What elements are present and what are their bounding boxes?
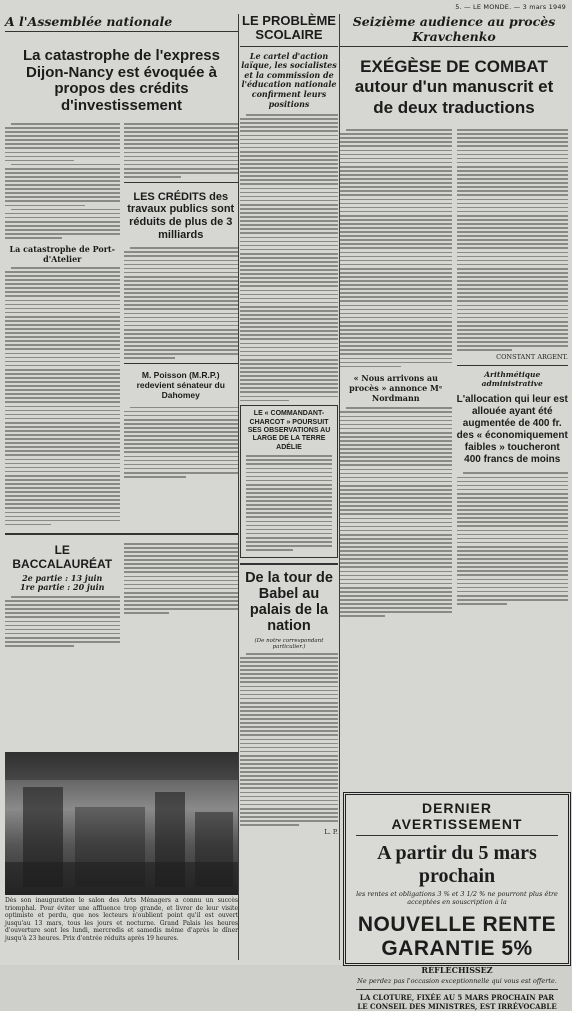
bac-date-1: 1re partie : 20 juin [20,582,105,593]
column-rule [238,14,239,960]
ad-occasion: Ne perdez pas l'occasion exceptionnelle qui vous est offerte. [357,976,557,985]
subhead-arithmetique: Arithmétique administrative [481,370,543,389]
headline-credits: LES CRÉDITS des travaux publics sont réduits de plus de 3 milliards [127,190,235,241]
signature-lp: L. P. [324,828,338,837]
headline-babel: De la tour de Babel au palais de la nation [245,570,333,634]
ad-reflechissez: RÉFLÉCHISSEZ [421,964,493,975]
ad-date-line: A partir du 5 mars prochain [377,842,537,887]
bac-date-2: 2e partie : 13 juin [22,572,103,583]
headline-catastrophe: La catastrophe de l'express Dijon-Nancy est évoquée à propos des crédits d'investissement [23,47,220,114]
ad-conditions: les rentes et obligations 3 % et 3 1/2 % ne pourront plus être acceptées en souscription à la [356,890,558,907]
column-left [5,14,238,649]
headline-baccalaureat: LE BACCALAURÉAT [12,542,113,571]
arts-menagers-photo [5,752,238,895]
column-middle [240,14,338,836]
ad-cloture: LA CLOTURE, FIXÉE AU 5 MARS PROCHAIN PAR LE CONSEIL DES MINISTRES, EST IRRÉVOCABLE [356,989,558,1011]
byline-argent: CONSTANT ARGENT. [496,353,568,362]
rente-advertisement [343,792,571,1011]
article-body-two-col [5,120,238,528]
rubric-assemblee: A l'Assemblée nationale [5,14,238,32]
column-right [340,14,568,619]
rubric-kravchenko: Seizième audience au procès Kravchenko [340,14,568,47]
box-commandant-charcot [240,405,338,558]
headline-allocation: L'allocation qui leur est allouée ayant été augmentée de 400 fr. des « économiquement faibles » toucheront 400 francs de moins [456,394,568,466]
headline-probleme-scolaire: LE PROBLÈME SCOLAIRE [240,14,338,47]
page-folio: 5. — LE MONDE. — 3 mars 1949 [455,3,566,11]
photo-caption: Dès son inauguration le salon des Arts Ménagers a connu un succès triomphal. Pour éviter une affluence trop grande, et livrer de leur visite optimiste et perdu, que nos lecteurs n'oublient point qu'il est ouvert jusqu'au 13 mars, tous les jours et nocturne. Grand Palais les heures d'ouverture sont les lundi, mercredis et samedis même d'après le dîner jusqu'à 23 heures. Prix d'entrée réduits après 19 heures. [5,897,238,942]
ad-dernier-avertissement: DERNIER AVERTISSEMENT [356,800,558,836]
subhead-port-atelier: La catastrophe de Port-d'Atelier [9,243,115,264]
headline-commandant-charcot: LE « COMMANDANT-CHARCOT » POURSUIT SES OBSERVATIONS AU LARGE DE LA TERRE ADÉLIE [247,410,331,451]
headline-exegese: EXÉGÈSE DE COMBAT autour d'un manuscrit et de deux traductions [354,57,554,117]
text-block [5,123,120,239]
babel-byline: (De notre correspondant particulier.) [254,637,324,650]
deck-laique: Le cartel d'action laïque, les socialistes et la commission de l'éducation nationale confirment leurs positions [241,50,337,109]
headline-poisson: M. Poisson (M.R.P.) redevient sénateur du Dahomey [136,370,225,401]
ad-rente-title: NOUVELLE RENTE GARANTIE 5% [357,912,557,960]
subhead-nordmann: « Nous arrivons au procès » annonce Mᵉ Nordmann [349,373,443,404]
